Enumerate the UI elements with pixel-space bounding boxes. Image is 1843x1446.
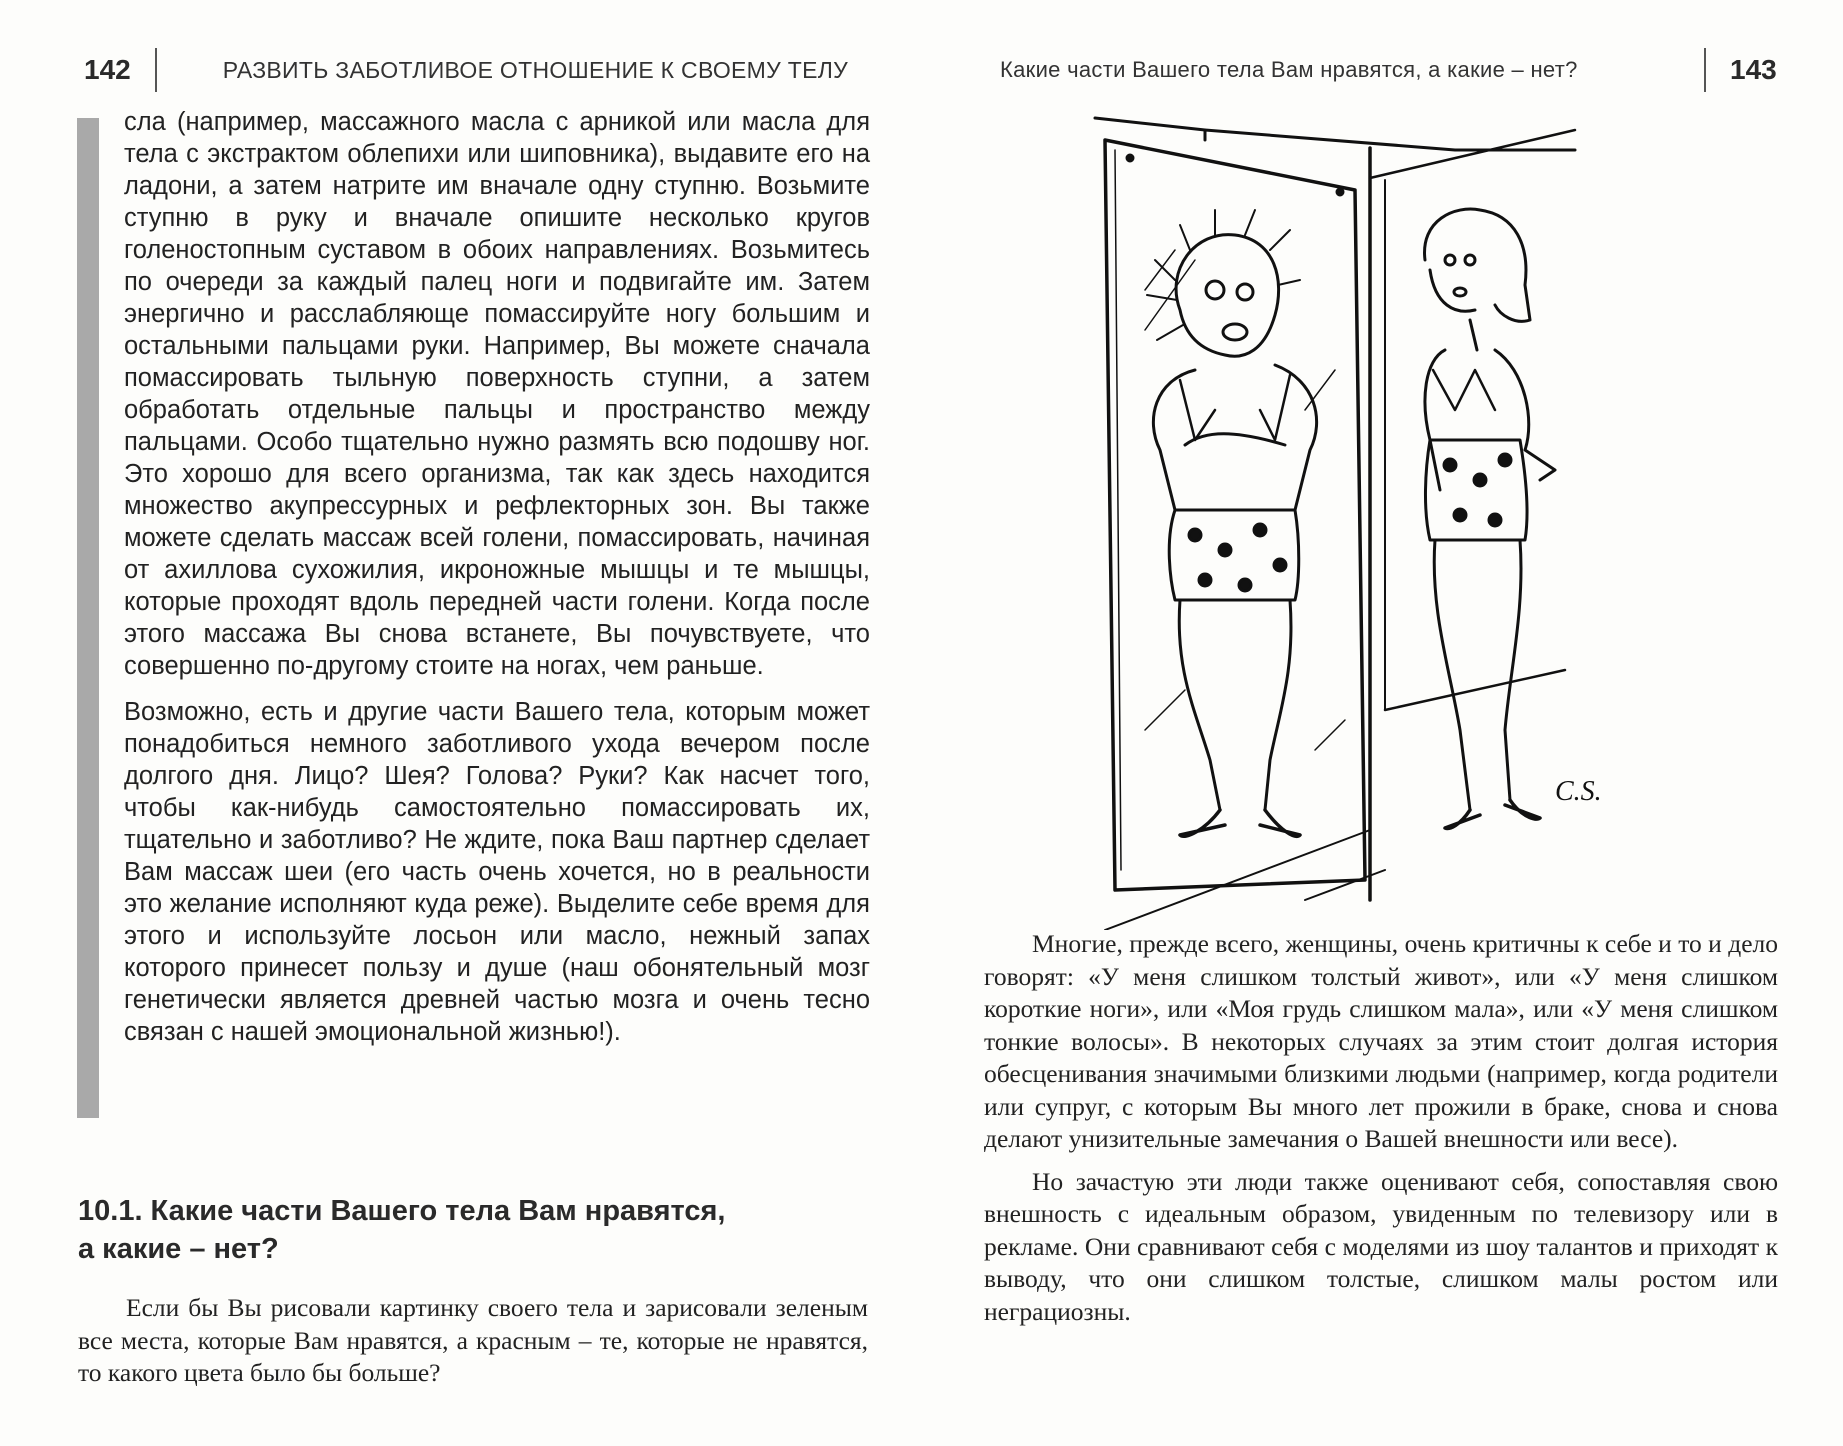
right-running-head: Какие части Вашего тела Вам нравятся, а какие – нет? [1000, 57, 1578, 82]
left-body-text [124, 106, 870, 1048]
right-page [920, 0, 1843, 1446]
illustration-signature: C.S. [1555, 776, 1602, 807]
header-divider [1704, 48, 1706, 92]
standing-woman-figure [1425, 209, 1555, 828]
reflection-figure [1147, 210, 1317, 836]
section-heading [78, 1192, 878, 1268]
left-paragraph: сла (например, массажного масла с арникой или масла для тела с экстрактом облепихи или шиповника), выдавите его на ладони, а затем натрите им вначале одну ступню. Возьмите ступню в руку и вначале опишите несколько кругов голеностопным суставом в обоих направлениях. Возьмитесь по очереди за каждый палец ноги и подвигайте им. Затем энергично и расслабляюще помассируйте ногу большим и остальными пальцами руки. Например, Вы можете сначала помассировать тыльную поверхность ступни, а затем обработать отдельные пальцы и пространство между пальцами. Особо тщательно нужно размять всю подошву ног. Это хорошо для всего организма, так как здесь находится множество акупрессурных и рефлекторных зон. Вы также можете сделать массаж всей голени, помассировать, начиная от ахиллова сухожилия, икроножные мышцы и те мышцы, которые проходят вдоль передней части голени. Когда после этого массажа Вы снова встанете, Вы почувствуете, что совершенно по-другому стоите на ногах, чем раньше. [124, 108, 870, 680]
section-body-text [78, 1292, 868, 1390]
room-outline [1095, 118, 1575, 930]
left-running-head: РАЗВИТЬ ЗАБОТЛИВОЕ ОТНОШЕНИЕ К СВОЕМУ ТЕЛУ [222, 56, 849, 83]
section-heading-line: 10.1. Какие части Вашего тела Вам нравятся, [78, 1195, 726, 1227]
right-page-number: 143 [1730, 54, 1777, 85]
left-page [0, 0, 920, 1446]
mirror-frame [1105, 140, 1365, 890]
mirror-cartoon-illustration [1085, 110, 1645, 930]
left-page-header [84, 40, 848, 100]
section-heading-line: а какие – нет? [78, 1233, 279, 1265]
left-paragraph: Возможно, есть и другие части Вашего тела, которым может понадобиться немного заботливого ухода вечером после долгого дня. Лицо? Шея? Голова? Руки? Как насчет того, чтобы как-нибудь самостоятельно помассировать их, тщательно и заботливо? Не ждите, пока Ваш партнер сделает Вам массаж шеи (его часть очень хочется, но в реальности это желание исполняют куда реже). Выделите себе время для этого и используйте лосьон или масло, нежный запах которого принесет пользу и душе (наш обонятельный мозг генетически является древней частью мозга и очень тесно связан с нашей эмоциональной жизнью!). [124, 698, 870, 1046]
right-body-text [984, 928, 1778, 1328]
sidebar-marker-bar [77, 118, 99, 1118]
header-divider [155, 48, 157, 92]
left-page-number: 142 [84, 54, 131, 85]
right-page-header [1000, 40, 1777, 100]
right-paragraph: Многие, прежде всего, женщины, очень критичны к себе и то и дело говорят: «У меня слишком толстый живот», или «У меня слишком короткие ноги», или «Моя грудь слишком мала», или «У меня слишком тонкие волосы». В некоторых случаях за этим стоит долгая история обесценивания значимыми близкими людьми (например, когда родители или супруг, с которым Вы много лет прожили в браке, снова и снова делают унизительные замечания о Вашей внешности или весе). [984, 929, 1778, 1153]
right-paragraph: Но зачастую эти люди также оценивают себя, сопоставляя свою внешность с идеальным образом, увиденным по телевизору или в рекламе. Они сравнивают себя с моделями из шоу талантов и приходят к выводу, что они слишком толстые, слишком малы ростом или неграциозны. [984, 1166, 1778, 1326]
section-paragraph: Если бы Вы рисовали картинку своего тела и зарисовали зеленым все места, которые Вам нравятся, а красным – те, которые не нравятся, то какого цвета было бы больше? [78, 1293, 868, 1387]
